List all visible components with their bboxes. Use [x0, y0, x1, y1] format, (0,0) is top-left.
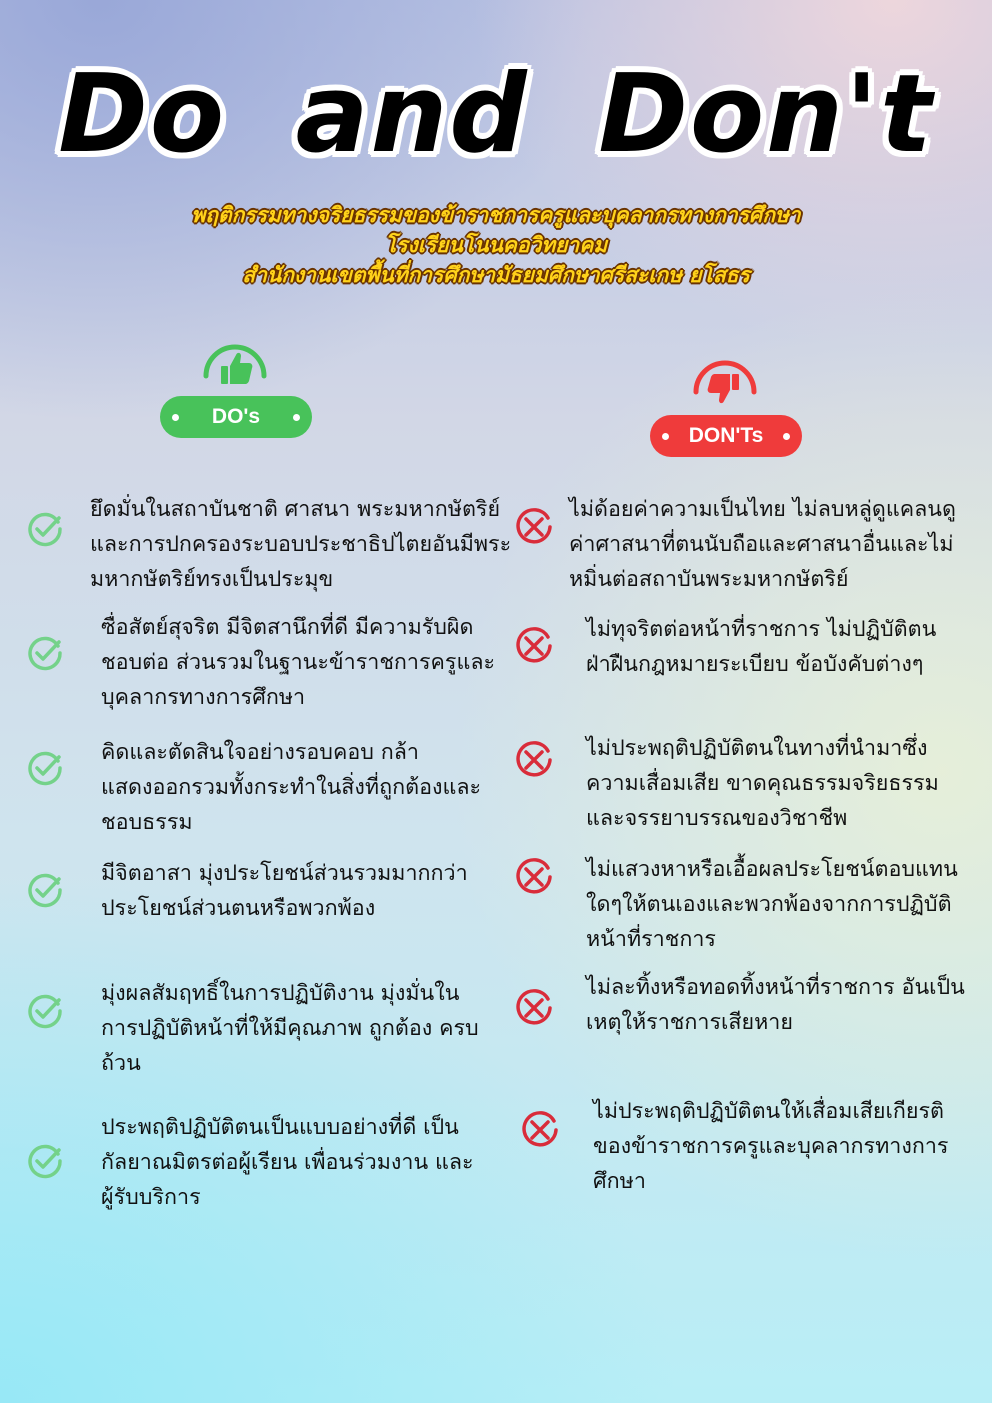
dont-item-2-line: ไม่ทุจริตต่อหน้าที่ราชการ ไม่ปฏิบัติตน: [586, 617, 937, 642]
do-item-2: [101, 610, 495, 715]
dont-item-1: [569, 492, 956, 597]
donts-badge: [650, 415, 802, 457]
do-item-6-line: ประพฤติปฏิบัติตนเป็นแบบอย่างที่ดี เป็น: [101, 1115, 459, 1140]
dont-item-3-line: ไม่ประพฤติปฏิบัติตนในทางที่นำมาซึ่ง: [586, 736, 928, 761]
do-item-2-line: บุคลากรทางการศึกษา: [101, 685, 306, 710]
do-item-3-line: แสดงออกรวมทั้งกระทำในสิ่งที่ถูกต้องและ: [101, 775, 482, 800]
do-item-4-line: ประโยชน์ส่วนตนหรือพวกพ้อง: [101, 896, 376, 921]
do-item-3-line: ชอบธรรม: [101, 810, 193, 835]
dont-item-5-line: เหตุให้ราชการเสียหาย: [586, 1010, 793, 1035]
do-item-5-line: มุ่งผลสัมฤทธิ์ในการปฏิบัติงาน มุ่งมั่นใน: [101, 981, 460, 1006]
do-item-1-line: และการปกครองระบอบประชาธิปไตยอันมีพระ: [90, 532, 512, 557]
subtitle-line-1: พฤติกรรมทางจริยธรรมของข้าราชการครูและบุคลากรทางการศึกษา: [191, 203, 801, 227]
dont-item-6: [593, 1094, 948, 1199]
dont-item-2-line: ฝ่าฝืนกฎหมายระเบียบ ข้อบังคับต่างๆ: [586, 652, 924, 677]
x-circle-icon: [520, 1110, 560, 1150]
dont-item-1-line: ค่าศาสนาที่ตนนับถือและศาสนาอื่นและไม่: [569, 532, 954, 557]
dont-item-4-line: หน้าที่ราชการ: [586, 927, 716, 952]
dont-item-4-line: ใดๆให้ตนเองและพวกพ้องจากการปฏิบัติ: [586, 892, 952, 917]
do-item-5-line: ถ้วน: [101, 1051, 141, 1076]
subtitle-line-3: สำนักงานเขตพื้นที่การศึกษามัธยมศึกษาศรีสะเกษ ยโสธร: [242, 263, 750, 287]
x-circle-icon: [514, 740, 554, 780]
subtitle-line-2: โรงเรียนโนนคอวิทยาคม: [384, 233, 608, 257]
dont-item-3-line: ความเสื่อมเสีย ขาดคุณธรรมจริยธรรม: [586, 771, 939, 796]
check-circle-icon: [26, 634, 64, 672]
x-circle-icon: [514, 507, 554, 547]
check-circle-icon: [26, 992, 64, 1030]
do-item-4: [101, 856, 468, 926]
dont-item-1-line: หมิ่นต่อสถาบันพระมหากษัตริย์: [569, 567, 849, 592]
dos-badge: [160, 396, 312, 438]
do-item-6: [101, 1110, 474, 1215]
x-circle-icon: [514, 857, 554, 897]
x-circle-icon: [514, 626, 554, 666]
do-item-3: [101, 735, 481, 840]
dont-item-2: [586, 612, 936, 682]
check-circle-icon: [26, 871, 64, 909]
dont-item-1-line: ไม่ด้อยค่าความเป็นไทย ไม่ลบหลู่ดูแคลนดู: [569, 497, 956, 522]
do-item-6-line: กัลยาณมิตรต่อผู้เรียน เพื่อนร่วมงาน และ: [101, 1150, 474, 1175]
thumbs-down-icon: [690, 356, 760, 410]
do-item-1-line: มหากษัตริย์ทรงเป็นประมุข: [90, 567, 334, 592]
do-item-1-line: ยึดมั่นในสถาบันชาติ ศาสนา พระมหากษัตริย์: [90, 497, 501, 522]
thumbs-up-icon: [200, 338, 270, 390]
dont-item-3-line: และจรรยาบรรณของวิชาชีพ: [586, 806, 848, 831]
dont-item-4: [586, 852, 958, 957]
do-item-5: [101, 976, 479, 1081]
dos-badge-label: DO's: [211, 405, 261, 428]
do-item-4-line: มีจิตอาสา มุ่งประโยชน์ส่วนรวมมากกว่า: [101, 861, 468, 886]
donts-badge-label: DON'Ts: [688, 424, 764, 447]
do-item-6-line: ผู้รับบริการ: [101, 1185, 201, 1210]
check-circle-icon: [26, 749, 64, 787]
subtitle: [0, 200, 992, 290]
check-circle-icon: [26, 1142, 64, 1180]
dont-item-3: [586, 731, 939, 836]
do-item-5-line: การปฏิบัติหน้าที่ให้มีคุณภาพ ถูกต้อง ครบ: [101, 1016, 479, 1041]
dont-item-5: [586, 970, 965, 1040]
do-item-1: [90, 492, 511, 597]
dont-item-5-line: ไม่ละทิ้งหรือทอดทิ้งหน้าที่ราชการ อันเป็น: [586, 975, 965, 1000]
page-title: Do and Don't: [58, 52, 934, 177]
dont-item-6-line: ไม่ประพฤติปฏิบัติตนให้เสื่อมเสียเกียรติ: [593, 1099, 945, 1124]
do-item-3-line: คิดและตัดสินใจอย่างรอบคอบ กล้า: [101, 740, 419, 765]
do-item-2-line: ซื่อสัตย์สุจริต มีจิตสานึกที่ดี มีความรับผิด: [101, 615, 474, 640]
dont-item-6-line: ศึกษา: [593, 1169, 646, 1194]
x-circle-icon: [514, 988, 554, 1028]
do-item-2-line: ชอบต่อ ส่วนรวมในฐานะข้าราชการครูและ: [101, 650, 496, 675]
dont-item-4-line: ไม่แสวงหาหรือเอื้อผลประโยชน์ตอบแทน: [586, 857, 958, 882]
check-circle-icon: [26, 510, 64, 548]
dont-item-6-line: ของข้าราชการครูและบุคลากรทางการ: [593, 1134, 949, 1159]
